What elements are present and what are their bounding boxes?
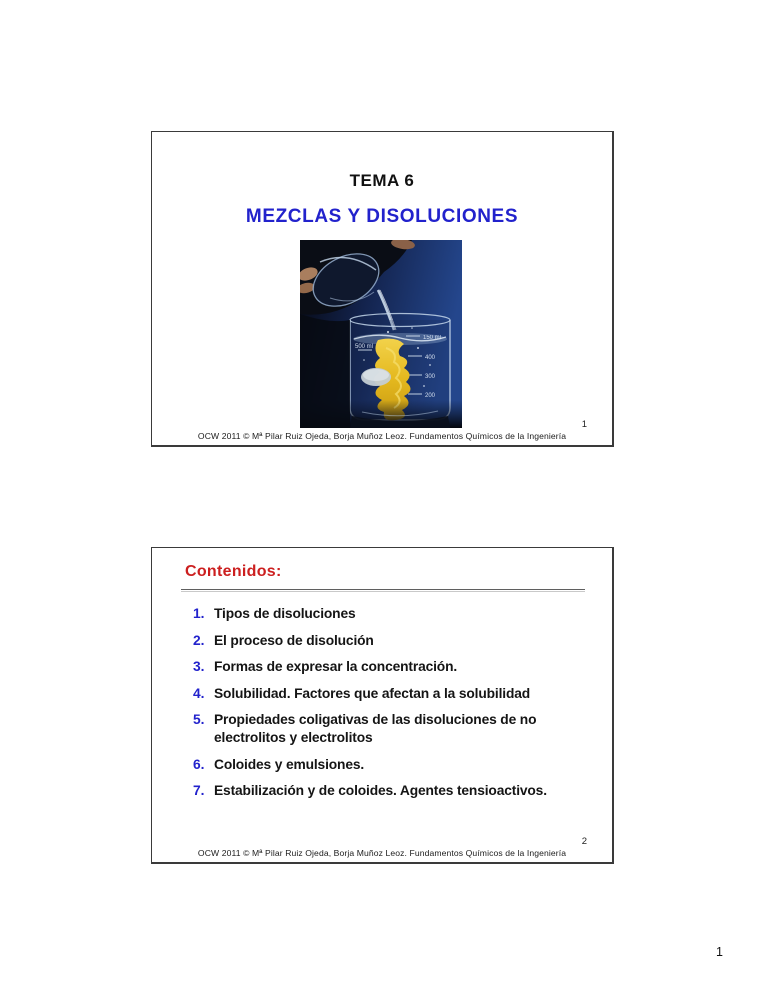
slide-2 — [151, 547, 614, 864]
list-item — [193, 711, 603, 747]
list-item — [193, 658, 603, 676]
list-item — [193, 632, 603, 650]
list-item-text: Propiedades coligativas de las disoluciones de no electrolitos y electrolitos — [214, 712, 537, 745]
slide-1-subtitle: MEZCLAS Y DISOLUCIONES — [245, 206, 519, 227]
list-item — [193, 782, 603, 800]
list-item-number: 3. — [193, 659, 205, 674]
list-item-text: Coloides y emulsiones. — [214, 756, 365, 772]
list-item — [193, 685, 603, 703]
slide-2-page-number: 2 — [581, 836, 587, 847]
list-item-text: El proceso de disolución — [214, 632, 374, 648]
contents-list — [193, 605, 603, 809]
list-item-number: 4. — [193, 685, 205, 701]
graduation-200: 200 — [425, 393, 436, 399]
list-item — [193, 605, 603, 623]
beaker-pouring-photo — [300, 240, 462, 428]
document-page-number: 1 — [716, 945, 723, 959]
list-item-text: Estabilización y de coloides. Agentes tensioactivos. — [214, 783, 547, 798]
list-item-text: Solubilidad. Factores que afectan a la solubilidad — [214, 685, 531, 701]
list-item-text: Tipos de disoluciones — [214, 606, 356, 621]
list-item-number: 6. — [193, 756, 205, 772]
slide-1 — [151, 131, 614, 447]
list-item-number: 7. — [193, 783, 205, 798]
contents-heading: Contenidos: — [185, 563, 282, 580]
heading-underline — [181, 589, 585, 592]
graduation-300: 300 — [425, 374, 436, 380]
slide-1-title: TEMA 6 — [349, 171, 415, 190]
list-item-number: 5. — [193, 712, 205, 727]
list-item-number: 1. — [193, 606, 205, 621]
beaker-photo-illustration — [300, 240, 462, 428]
graduation-400: 400 — [425, 355, 436, 361]
graduation-500ml: 500 ml — [355, 344, 374, 350]
list-item-number: 2. — [193, 632, 205, 648]
slide-2-footer: OCW 2011 © Mª Pilar Ruiz Ojeda, Borja Muñoz Leoz. Fundamentos Químicos de la Ingeniería — [197, 848, 567, 858]
list-item-text: Formas de expresar la concentración. — [214, 659, 458, 674]
list-item — [193, 756, 603, 774]
slide-1-footer: OCW 2011 © Mª Pilar Ruiz Ojeda, Borja Muñoz Leoz. Fundamentos Químicos de la Ingeniería — [197, 431, 567, 441]
slide-1-page-number: 1 — [581, 419, 587, 430]
graduation-150ml: 150 ml — [423, 335, 442, 341]
